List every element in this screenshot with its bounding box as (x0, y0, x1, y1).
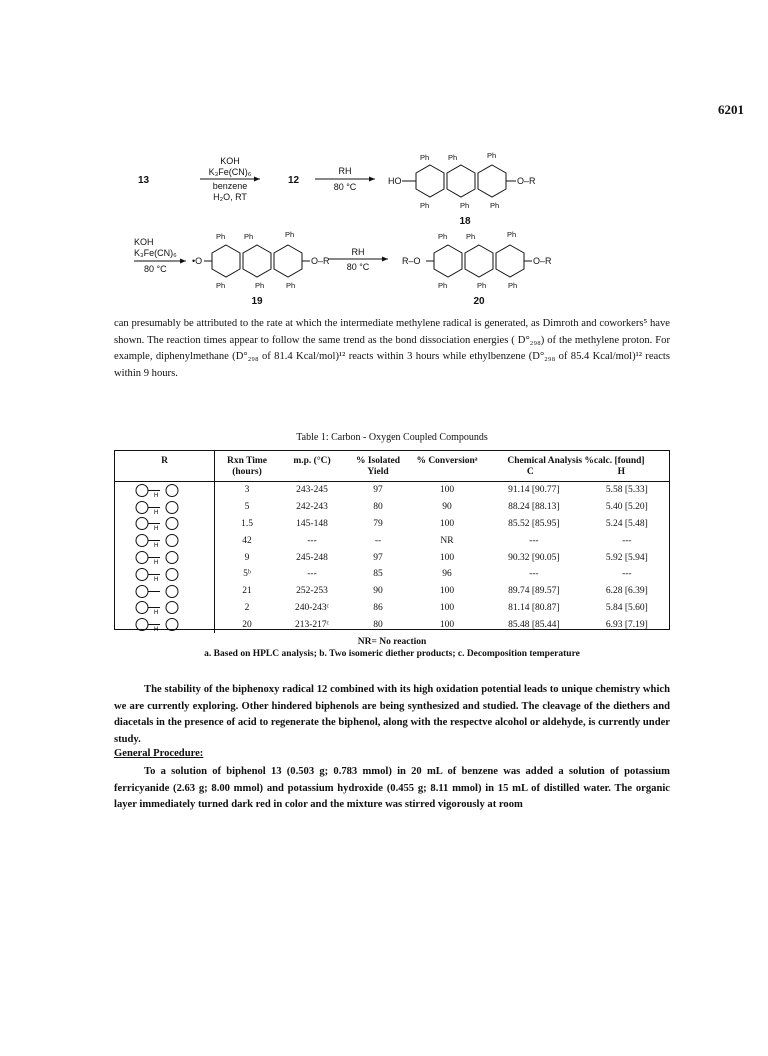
ph-label-12: Ph (286, 281, 296, 290)
ho-label: HO (388, 176, 402, 186)
table-cell: 85 (373, 569, 383, 580)
r-h-label: H (153, 509, 158, 515)
table-cell: --- (529, 535, 539, 546)
header-h: H (617, 467, 626, 477)
paragraph-3: To a solution of biphenol 13 (0.503 g; 0.783 mmol) in 20 mL of benzene was added a solution of potassium ferricyanide (2.63 g; 8.00 mmol) and potassium hydroxide (0.455 g; 8.11 mmol) in 15 mL of distilled water. The organic layer immediately turned dark red in color and the mixture was stirred vigorously at room (114, 766, 670, 810)
table-cell: 85.52 [85.95] (508, 518, 560, 529)
ph-label-3: Ph (487, 151, 497, 160)
r-h-label: H (153, 492, 158, 498)
table-cell: 97 (373, 552, 383, 563)
table-cell: 91.14 [90.77] (508, 485, 560, 496)
table-cell: 240-243ᶜ (294, 602, 330, 613)
ph-label-11: Ph (255, 281, 265, 290)
table-cell: 90.32 [90.05] (508, 552, 560, 563)
r-h-label: H (153, 543, 158, 549)
table-row (115, 566, 669, 583)
table-row (115, 532, 669, 549)
table-cell: 245-248 (296, 552, 328, 563)
table-cell: 80 (373, 502, 383, 513)
r-structure (115, 583, 215, 600)
table-row (115, 482, 669, 499)
table-cell: --- (622, 535, 632, 546)
ph-label-7: Ph (216, 232, 226, 241)
o-r-label-20: O–R (533, 256, 552, 266)
table-cell: 5.84 [5.60] (605, 602, 648, 613)
r-structure (115, 616, 215, 633)
table-cell: 20 (242, 619, 252, 630)
o-r-label: O–R (517, 176, 536, 186)
ph-label-18: Ph (508, 281, 518, 290)
table-cell: 42 (242, 535, 252, 546)
table-cell: NR (440, 535, 454, 546)
compound-20-label: 20 (473, 296, 485, 307)
r-structure-drawing (130, 533, 200, 548)
table-body (115, 482, 669, 634)
footnote: a. Based on HPLC analysis; b. Two isomeric diether products; c. Decomposition temperature (204, 649, 580, 659)
header-rxn-time: Rxn Time (hours) (215, 451, 280, 482)
ph-label-10: Ph (216, 281, 226, 290)
table-row (115, 549, 669, 566)
ph-label-13: Ph (438, 232, 448, 241)
compound-18-structure (402, 165, 516, 197)
ph-label-14: Ph (466, 232, 476, 241)
table-cell: 1.5 (241, 518, 253, 529)
compound-18-label: 18 (459, 216, 471, 227)
table-cell: 80 (373, 619, 383, 630)
table-cell: 100 (439, 602, 455, 613)
table-cell: 213-217ᶜ (294, 619, 330, 630)
table-cell: 88.24 [88.13] (508, 502, 560, 513)
r-h-label: H (153, 560, 158, 566)
ph-label-15: Ph (507, 230, 517, 239)
table-row (115, 600, 669, 617)
r-structure-drawing (130, 567, 200, 582)
table-cell: 100 (439, 586, 455, 597)
ph-label-9: Ph (285, 230, 295, 239)
general-procedure-heading: General Procedure: (114, 748, 204, 759)
header-conversion: % Conversionᵃ (411, 451, 483, 482)
r-structure (115, 482, 215, 499)
header-analysis-label: Chemical Analysis %calc. [found] (507, 456, 645, 466)
table-row (115, 516, 669, 533)
table-cell: 3 (244, 485, 250, 496)
rh-bottom-label: RH (351, 247, 365, 257)
ph-label-6: Ph (490, 201, 500, 210)
table-title: Table 1: Carbon - Oxygen Coupled Compounds (296, 432, 488, 443)
table-cell: 85.48 [85.44] (508, 619, 560, 630)
r-structure (115, 499, 215, 516)
table-cell: 145-148 (296, 518, 328, 529)
reagent-water: H₂O, RT (213, 192, 247, 202)
r-h-label: H (153, 627, 158, 633)
table-cell: 100 (439, 619, 455, 630)
ph-label-17: Ph (477, 281, 487, 290)
nr-note: NR= No reaction (357, 637, 427, 647)
r-structure (115, 516, 215, 533)
r-o-label: R–O (402, 256, 421, 266)
temp-bottom-1: 80 °C (144, 264, 167, 274)
table-row (115, 499, 669, 516)
header-r: R (115, 451, 215, 482)
compound-20-structure (426, 245, 532, 277)
r-structure (115, 549, 215, 566)
ph-label-2: Ph (448, 153, 458, 162)
table-cell: 100 (439, 552, 455, 563)
table-cell: 243-245 (296, 485, 328, 496)
compound-19-structure (204, 245, 310, 277)
temp-bottom-2: 80 °C (346, 262, 370, 272)
o-radical-label: •O (192, 256, 203, 266)
table-cell: 5.58 [5.33] (605, 485, 648, 496)
r-structure-drawing (130, 584, 200, 599)
paragraph-1: can presumably be attributed to the rate at which the intermediate methylene radical is generated, as Dimroth and coworkers⁵ have shown. The reaction times appear to follow the same trend as the bond dissociation energies ( D°₂₉₈) of the methylene proton. For example, diphenylmethane (D°₂₉₈ of 81.4 Kcal/mol)¹² reacts within 3 hours while ethylbenzene (D°₂₉₈ of 85.4 Kcal/mol)¹² reacts within 9 hours. (114, 318, 670, 379)
ph-label-1: Ph (420, 153, 430, 162)
table-cell: 89.74 [89.57] (508, 586, 560, 597)
r-structure-drawing (130, 617, 200, 632)
table-cell: 96 (442, 569, 452, 580)
table-cell: --- (307, 569, 317, 580)
ph-label-8: Ph (244, 232, 254, 241)
table-cell: 6.93 [7.19] (605, 619, 648, 630)
table-cell: 90 (442, 502, 452, 513)
table-cell: 100 (439, 485, 455, 496)
header-mp: m.p. (°C) (279, 451, 345, 482)
reagent-ferricyanide-bottom: K₃Fe(CN)₆ (134, 248, 177, 258)
ph-label-5: Ph (460, 201, 470, 210)
r-structure (115, 532, 215, 549)
reagent-koh-bottom: KOH (134, 237, 154, 247)
compound-19-label: 19 (251, 296, 263, 307)
table-cell: 100 (439, 518, 455, 529)
table-cell: 5ᵇ (243, 569, 251, 580)
r-structure (115, 566, 215, 583)
compound-13-label: 13 (138, 175, 150, 186)
table-cell: 9 (244, 552, 250, 563)
reaction-scheme (130, 148, 630, 308)
r-h-label: H (153, 526, 158, 532)
table-cell: 79 (373, 518, 383, 529)
reagent-benzene: benzene (212, 181, 248, 191)
table-cell: 97 (373, 485, 383, 496)
table-cell: --- (529, 569, 539, 580)
table-cell: 5.92 [5.94] (605, 552, 648, 563)
ph-label-16: Ph (438, 281, 448, 290)
table-cell: 81.14 [80.87] (508, 602, 560, 613)
table-row (115, 616, 669, 633)
r-structure-drawing (130, 516, 200, 531)
table-cell: 5.24 [5.48] (605, 518, 648, 529)
table-cell: 5.40 [5.20] (605, 502, 648, 513)
header-yield: % Isolated Yield (345, 451, 411, 482)
table-cell: 21 (242, 586, 252, 597)
table-cell: --- (622, 569, 632, 580)
table-notes (114, 636, 670, 660)
table-row (115, 583, 669, 600)
header-analysis (483, 451, 669, 482)
reagent-koh-top: KOH (220, 156, 240, 166)
r-structure (115, 600, 215, 617)
compounds-table (114, 450, 670, 633)
r-structure-drawing (130, 500, 200, 515)
table-cell: 252-253 (296, 586, 328, 597)
temp-top-label: 80 °C (333, 182, 357, 192)
r-h-label: H (153, 576, 158, 582)
table-cell: -- (374, 535, 382, 546)
o-r-label-19: O–R (311, 256, 330, 266)
r-structure-drawing (130, 483, 200, 498)
r-structure-drawing (130, 550, 200, 565)
header-c: C (526, 467, 534, 477)
ph-label-4: Ph (420, 201, 430, 210)
table-cell: 6.28 [6.39] (605, 586, 648, 597)
reagent-ferricyanide-top: K₃Fe(CN)₆ (208, 167, 252, 177)
paragraph-2: The stability of the biphenoxy radical 12 combined with its high oxidation potential leads to unique chemistry which we are currently exploring. Other hindered biphenols are being synthesized and studied. The cleavage of the diethers and diacetals in the presence of acid to regenerate the biphenol, along with the respectve alcohol or aldehyde, is currently under study. (114, 684, 670, 745)
page-number: 6201 (718, 102, 744, 117)
table-cell: 5 (244, 502, 250, 513)
table-cell: 242-243 (296, 502, 328, 513)
compound-12-label: 12 (288, 175, 300, 186)
r-structure-drawing (130, 600, 200, 615)
table-cell: 90 (373, 586, 383, 597)
table-cell: --- (307, 535, 317, 546)
r-h-label: H (153, 610, 158, 616)
rh-top-label: RH (338, 166, 352, 176)
table-cell: 86 (373, 602, 383, 613)
table-cell: 2 (244, 602, 250, 613)
